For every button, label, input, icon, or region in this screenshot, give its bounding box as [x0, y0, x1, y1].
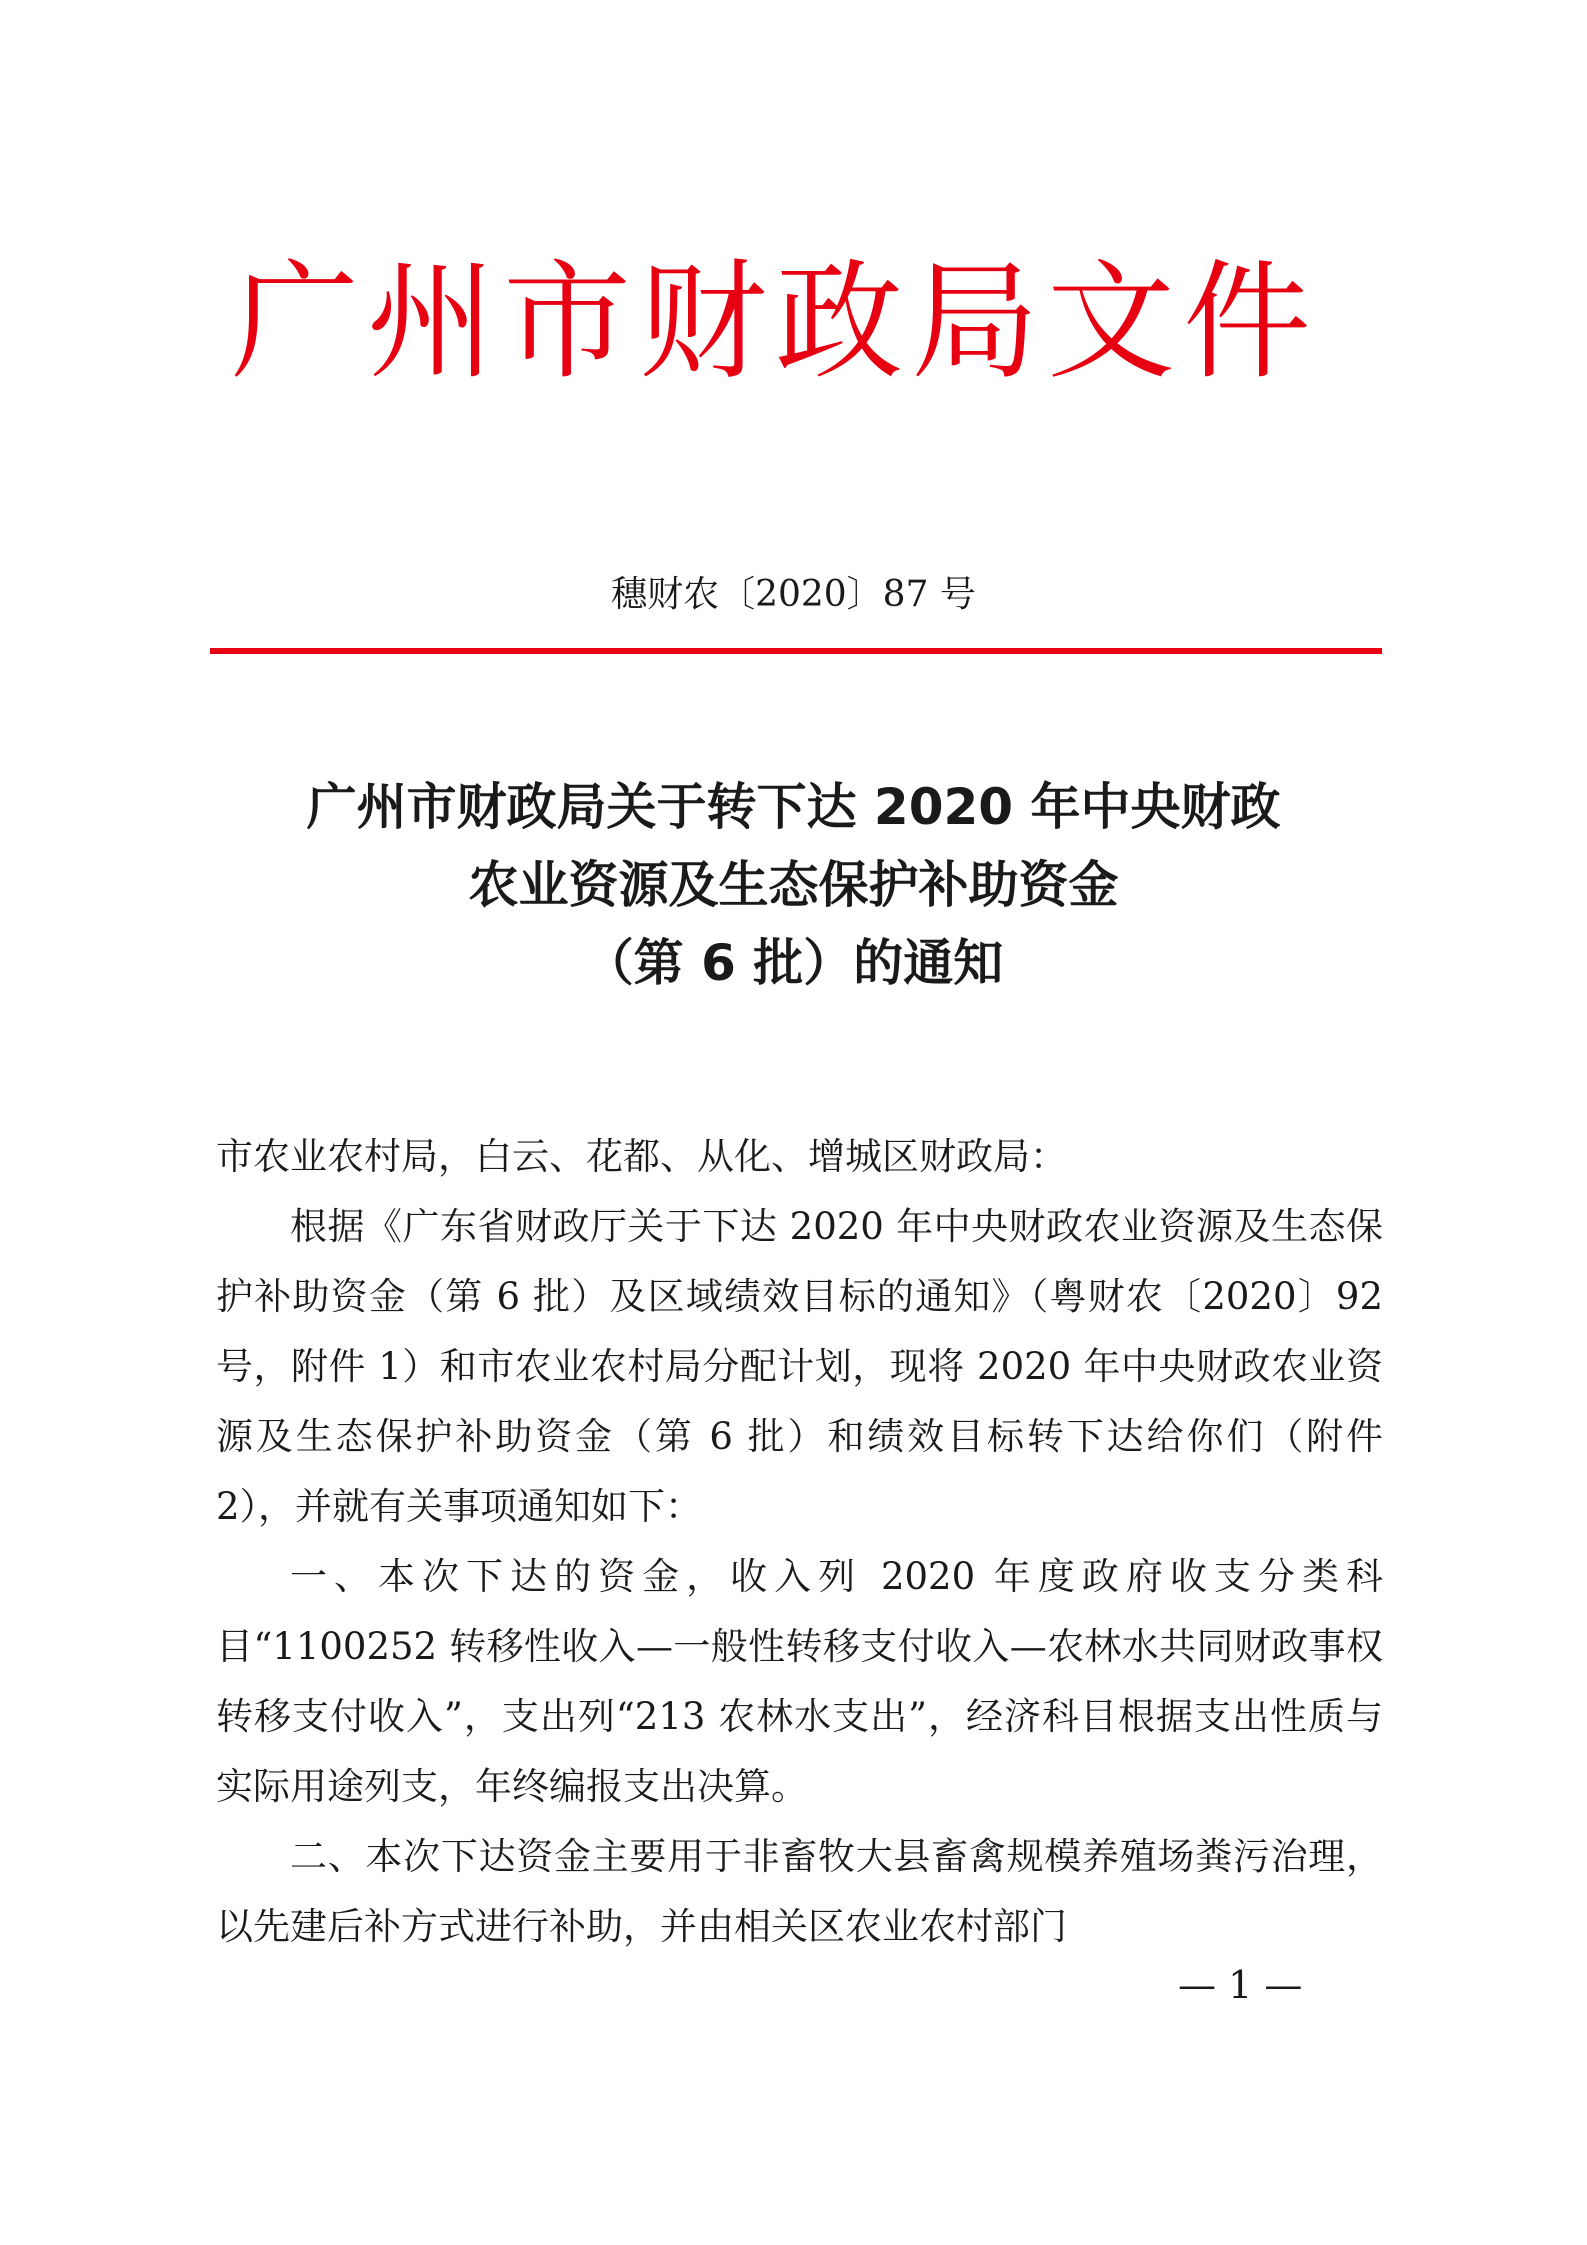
- issuer-header-title: 广州市财政局文件: [230, 248, 1319, 397]
- title-line-2: 农业资源及生态保护补助资金: [468, 856, 1119, 914]
- paragraph-intro: 根据《广东省财政厅关于下达 2020 年中央财政农业资源及生态保护补助资金（第 6 批）及区域绩效目标的通知》（粤财农〔2020〕92 号，附件 1）和市农业农村局分配计划，现将 2020 年中央财政农业资源及生态保护补助资金（第 6 批）和绩效目标转下达给你们（附件 2），并就有关事项通知如下：: [216, 1205, 1383, 1528]
- title-line-1: 广州市财政局关于转下达 2020 年中央财政: [306, 778, 1281, 836]
- page-number: — 1 —: [1178, 1963, 1303, 2007]
- document-number: 穗财农〔2020〕87 号: [611, 574, 976, 615]
- red-divider-line: [210, 648, 1382, 654]
- paragraph-item-2: 二、本次下达资金主要用于非畜牧大县畜禽规模养殖场粪污治理，以先建后补方式进行补助，并由相关区农业农村部门: [216, 1835, 1383, 1948]
- document-title: [200, 768, 1387, 1002]
- paragraph-item-1: 一、本次下达的资金，收入列 2020 年度政府收支分类科目“1100252 转移性收入—一般性转移支付收入—农林水共同财政事权转移支付收入”，支出列“213 农林水支出”，经济科目根据支出性质与实际用途列支，年终编报支出决算。: [216, 1555, 1383, 1808]
- salutation: 市农业农村局，白云、花都、从化、增城区财政局：: [216, 1135, 1067, 1178]
- document-body: [216, 1122, 1383, 1962]
- title-line-3: （第 6 批）的通知: [583, 934, 1004, 992]
